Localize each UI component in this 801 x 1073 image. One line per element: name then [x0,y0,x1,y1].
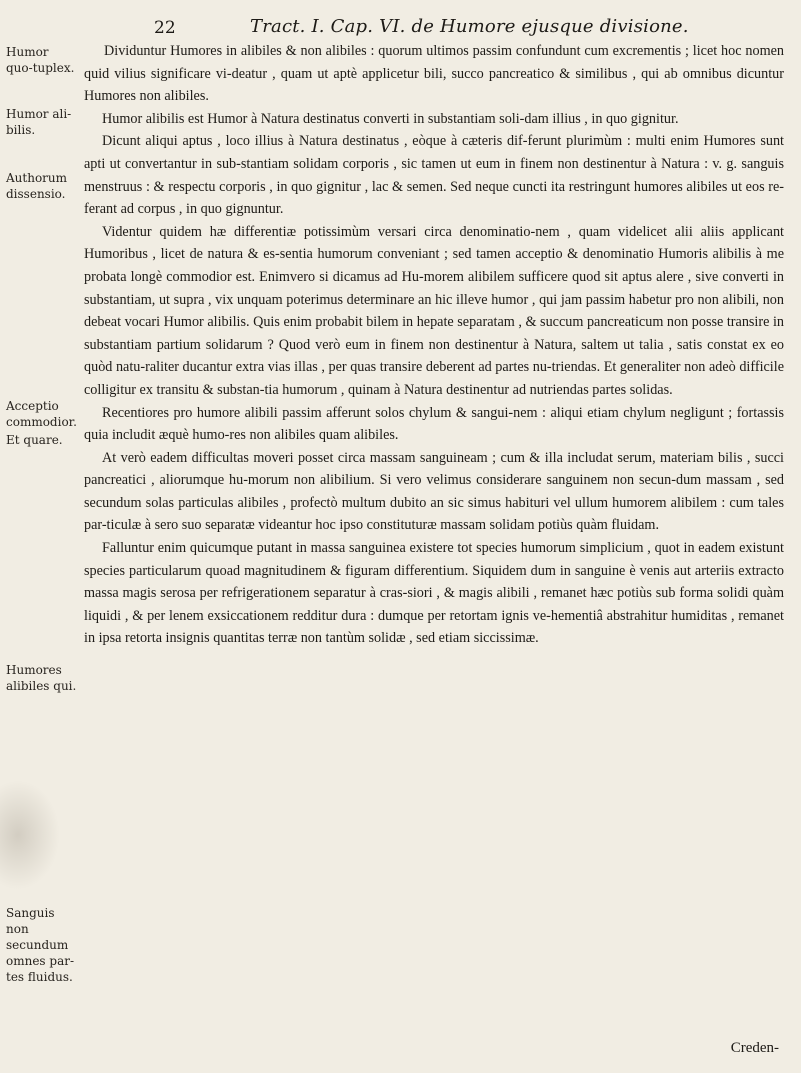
margin-note: Humor quo-tuplex. [6,45,75,75]
running-title: Tract. I. Cap. VI. de Humore ejusque divisione. [250,16,689,37]
paragraph: Recentiores pro humore alibili passim afferunt solos chylum & sangui-nem : aliqui etiam chylum negligunt ; fortassis quia includit æquè humo-res non alibiles quam alibiles. [84,404,784,444]
margin-note: Acceptio commodior. [6,399,77,429]
paragraph: Dividuntur Humores in alibiles & non alibiles : quorum ultimos passim confundunt cum excrementis ; licet hoc nomen quid vilius significare vi-deatur , quam ut aptè applicetur bili, succo pancreatico & similibus , qui ab omnibus dicuntur Humores non alibiles. [84,43,784,105]
margin-note: Authorum dissensio. [6,171,68,201]
paragraph: At verò eadem difficultas moveri posset circa massam sanguineam ; cum & illa includat serum, materiam bilis , succi pancreatici , aliorumque hu-morum non alibilium. Si vero velimus considerare sanguinem non secun-dum massam , sed secundum solas particulas alibiles , profectò multum dubito an sic simus habituri vel ullum humorem alibilem : cum tales par-ticulæ à sero suo separatæ videantur hoc ipso constituturæ massam solidam potiùs quàm fluidam. [84,449,784,534]
margin-note: Humores alibiles qui. [6,663,77,693]
paragraph: Humor alibilis est Humor à Natura destinatus converti in substantiam soli-dam illius , in quo gignitur. [102,110,679,127]
paragraph: Falluntur enim quicumque putant in massa sanguinea existere tot species humorum simplicium , quot in eadem existunt species particularum quoad magnitudinem & figuram differentium. Siquidem dum in sanguine è venis aut arteriis extracto massa magis serosa per refrigerationem separatur à cras-siori , & magis alibili , remanet hæc potiùs sub forma solidi quàm liquidi , & per lenem exsiccationem redditur dura : dumque per retortam ignis ve-hementiâ abstrahitur humiditas , remanet in ipsa retorta insignis quantitas terræ non tantùm solidæ , sed etiam siccissimæ. [84,540,784,647]
margin-note: Humor ali-bilis. [6,107,72,137]
page-number: 22 [154,18,176,38]
margin-note: Et quare. [6,433,63,447]
paragraph: Videntur quidem hæ differentiæ potissimùm versari circa denominatio-nem , quam videlicet alii aliis applicant Humoribus , licet de natura & es-sentia humorum conveniant ; sed tamen acceptio & denominatio Humoris alibilis à me probata longè commodior est. Enimvero si dicamus ad Hu-morem alibilem sufficere quod sit aptus alere , sive converti in substantiam, ut supra , vix unquam poterimus determinare an hic illeve humor , qui jam passim habetur pro non alibili, non debeat vocari Humor alibilis. Quis enim probabit bilem in hepate separatam , & succum pancreaticum non posse transire in substantiam partium solidarum ? Quod verò eum in finem non destinentur à Natura, saltem ut talia , satis constat ex eo quòd natu-raliter ducantur extra vias illas , per quas transire deberent ad partes nu-triendas. Et generaliter non adeò difficile colligitur ex transitu & substan-tia humorum , quinam à Natura destinentur ad nutriendas partes solidas. [84,223,784,398]
paragraph: Dicunt aliqui aptus , loco illius à Natura destinatus , eòque à cæteris dif-ferunt plurimùm : multi enim Humores sunt apti ut convertantur in sub-stantiam solidam corporis , sic tamen ut eum in finem non destinentur à Natura : v. g. sanguis menstruus : & respectu corporis , in quo gignitur , lac & semen. Sed neque cuncti ita restringunt humores alibiles ut eos re-ferant ad corpus , in quo gignuntur. [84,133,784,218]
body-text [84,40,784,650]
margin-note: Sanguis non secundum omnes par-tes fluidus. [6,906,75,984]
catchword: Creden- [730,1040,779,1056]
page-stain [0,780,60,890]
